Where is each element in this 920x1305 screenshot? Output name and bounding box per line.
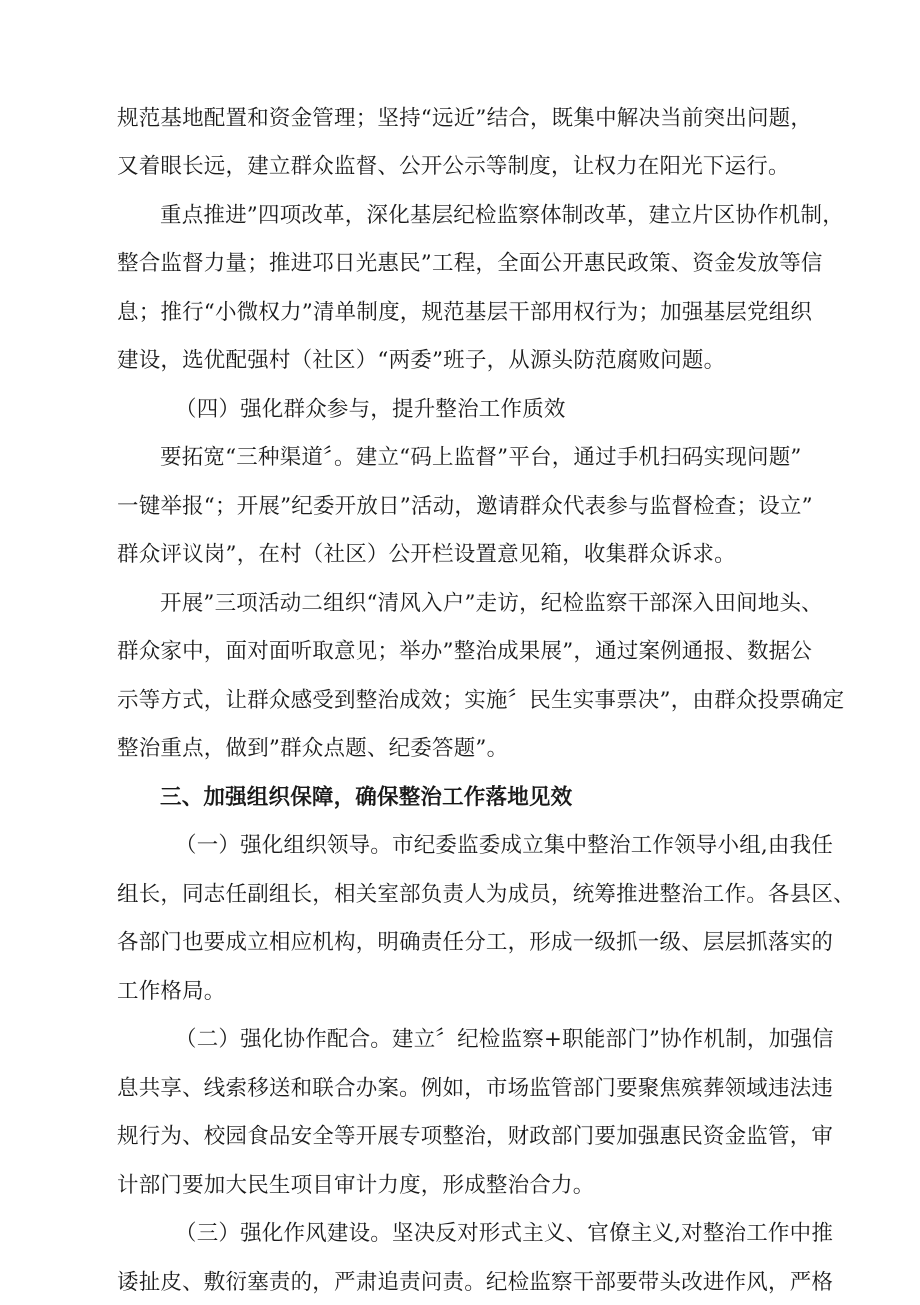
text-line: （三）强化作风建设。坚决反对形式主义、官僚主义,对整治工作中推 <box>175 1221 834 1246</box>
text-line: 规行为、校园食品安全等开展专项整治，财政部门要加强惠民资金监管，审 <box>117 1124 834 1149</box>
text-line: 整治重点，做到”群众点题、纪委答题”。 <box>117 736 509 761</box>
text-line: 息；推行“小微权力”清单制度，规范基层干部用权行为；加强基层党组织 <box>117 300 813 325</box>
text-line: 开展”三项活动二组织“清风入户”走访，纪检监察干部深入田间地头、 <box>160 591 823 616</box>
text-line: 整合监督力量；推进邛日光惠民”工程，全面公开惠民政策、资金发放等信 <box>117 251 823 276</box>
text-line: 计部门要加大民生项目审计力度，形成整治合力。 <box>117 1173 595 1198</box>
text-line: 息共享、线索移送和联合办案。例如，市场监管部门要聚焦殡葬领域违法违 <box>117 1076 834 1101</box>
text-line: 建设，选优配强村（社区）“两委”班子，从源头防范腐败问题。 <box>117 348 726 373</box>
text-line: 规范基地配置和资金管理；坚持“远近”结合，既集中解决当前突出问题， <box>117 106 813 131</box>
text-line: 要拓宽“三种渠道〞。建立“码上监督”平台，通过手机扫码实现问题” <box>160 445 802 470</box>
text-line: 重点推进”四项改革，深化基层纪检监察体制改革，建立片区协作机制， <box>160 203 844 228</box>
text-line: 群众评议岗”，在村（社区）公开栏设置意见箱，收集群众诉求。 <box>117 542 736 567</box>
section-heading: 三、加强组织保障，确保整治工作落地见效 <box>160 785 573 810</box>
text-line: （一）强化组织领导。市纪委监委成立集中整治工作领导小组,由我任 <box>175 833 834 858</box>
text-line: 又着眼长远，建立群众监督、公开公示等制度，让权力在阳光下运行。 <box>117 154 790 179</box>
subheading: （四）强化群众参与，提升整治工作质效 <box>175 397 566 422</box>
text-line: 示等方式，让群众感受到整治成效；实施〞民生实事票决”，由群众投票确定 <box>117 688 845 713</box>
text-line: 工作格局。 <box>117 979 226 1004</box>
text-line: 群众家中，面对面听取意见；举办”整治成果展”，通过案例通报、数据公 <box>117 639 813 664</box>
text-line: （二）强化协作配合。建立〞纪检监察+职能部门”协作机制，加强信 <box>175 1027 834 1052</box>
text-line: 各部门也要成立相应机构，明确责任分工，形成一级抓一级、层层抓落实的 <box>117 930 834 955</box>
text-line: 诿扯皮、敷衍塞责的，严肃追责问责。纪检监察干部要带头改进作风，严格 <box>117 1270 834 1295</box>
text-line: 组长，同志任副组长，相关室部负责人为成员，统筹推进整治工作。各县区、 <box>117 882 855 907</box>
text-line: 一键举报“；开展”纪委开放日”活动，邀请群众代表参与监督检查；设立” <box>117 494 813 519</box>
